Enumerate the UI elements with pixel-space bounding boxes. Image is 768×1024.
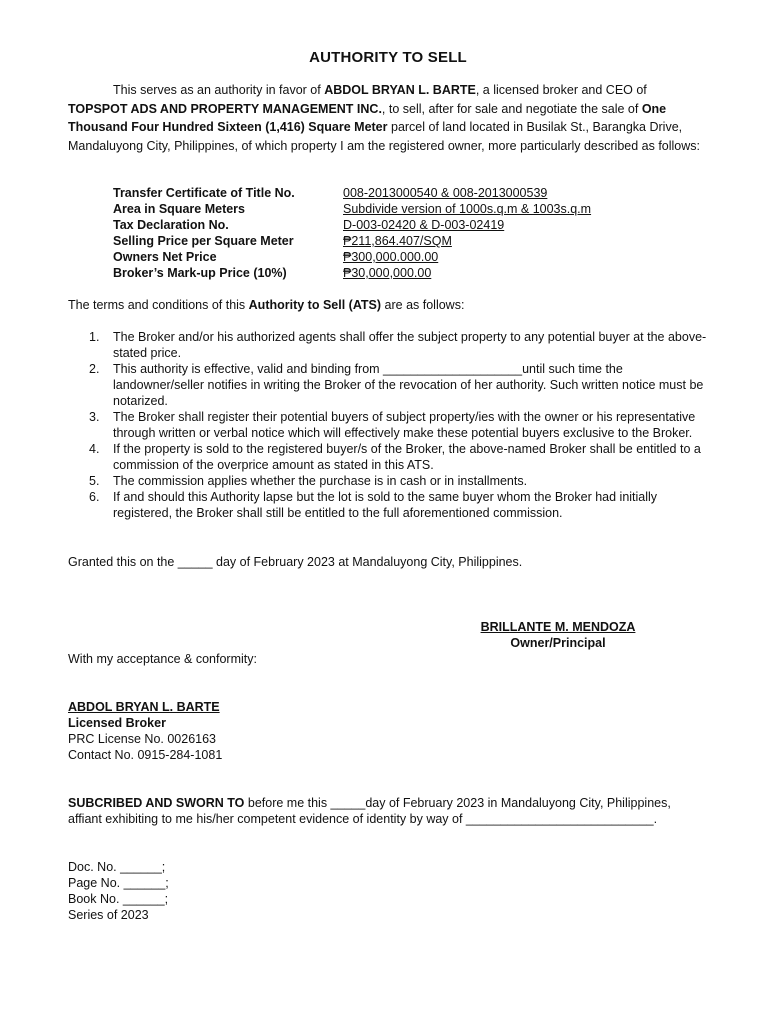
term-number: 1.	[89, 330, 100, 344]
terms-intro	[68, 297, 708, 313]
broker-prc-license: PRC License No. 0026163	[68, 732, 217, 746]
term-text: If and should this Authority lapse but the lot is sold to the same buyer whom the Broker had initially registered, the Broker shall still be entitled to the full aforementioned commission.	[113, 490, 658, 520]
owner-name: BRILLANTE M. MENDOZA	[480, 620, 636, 634]
sworn-statement	[68, 795, 708, 827]
intro-text-3: , to sell, after for sale and negotiate the sale of	[381, 101, 642, 116]
intro-text-4: parcel of land located in Busilak St., Barangka Drive, Mandaluyong City, Philippines, of which property I am the registered owner, more particularly described as follows:	[68, 120, 701, 153]
term-text: The Broker shall register their potential buyers of subject property/ies with the owner or his representative through written or verbal notice which will effectively make these potential buyers exclusive to the Broker.	[113, 410, 696, 440]
property-value: ₱300,000.000.00	[343, 250, 439, 264]
term-text: The Broker and/or his authorized agents shall offer the subject property to any potential buyer at the above-stated price.	[113, 330, 707, 360]
term-item	[68, 361, 708, 409]
broker-contact: Contact No. 0915-284-1081	[68, 748, 223, 762]
property-row	[113, 265, 708, 281]
property-label: Transfer Certificate of Title No.	[113, 186, 295, 200]
term-number: 3.	[89, 410, 100, 424]
intro-text-2: , a licensed broker and CEO of	[475, 83, 647, 97]
term-item	[68, 329, 708, 361]
property-label: Selling Price per Square Meter	[113, 234, 294, 248]
intro-text-1: This serves as an authority in favor of	[113, 83, 325, 97]
property-label: Area in Square Meters	[113, 202, 245, 216]
property-label: Owners Net Price	[113, 250, 217, 264]
sworn-bold: SUBCRIBED AND SWORN TO	[68, 796, 245, 810]
term-text: The commission applies whether the purchase is in cash or in installments.	[113, 474, 528, 488]
property-row	[113, 249, 708, 265]
granted-statement: Granted this on the _____ day of February 2023 at Mandaluyong City, Philippines.	[68, 555, 523, 569]
series-year: Series of 2023	[68, 908, 149, 922]
property-label: Broker’s Mark-up Price (10%)	[113, 266, 287, 280]
terms-list	[68, 329, 708, 521]
property-value: Subdivide version of 1000s.q.m & 1003s.q.m	[343, 202, 592, 216]
property-value: ₱30,000,000.00	[343, 266, 432, 280]
terms-intro-text-2: are as follows:	[381, 298, 465, 312]
term-item	[68, 489, 708, 521]
term-item	[68, 441, 708, 473]
term-item	[68, 409, 708, 441]
book-number: Book No. ______;	[68, 892, 169, 906]
terms-intro-text-1: The terms and conditions of this	[68, 298, 249, 312]
intro-area: One Thousand Four Hundred Sixteen (1,416) Square Meter	[68, 101, 667, 134]
term-number: 5.	[89, 474, 100, 488]
property-row	[113, 201, 708, 217]
property-details	[113, 185, 708, 281]
property-value: 008-2013000540 & 008-2013000539	[343, 186, 548, 200]
owner-role: Owner/Principal	[510, 636, 606, 650]
property-row	[113, 233, 708, 249]
term-text: This authority is effective, valid and binding from ____________________until such time the landowner/seller notifies in writing the Broker of the revocation of her authority. Such written notice must be notarized.	[113, 362, 704, 408]
intro-broker-name: ABDOL BRYAN L. BARTE	[324, 83, 476, 97]
term-item	[68, 473, 708, 489]
broker-signature-block	[68, 699, 222, 763]
doc-number: Doc. No. ______;	[68, 860, 166, 874]
term-number: 2.	[89, 362, 100, 376]
terms-intro-bold: Authority to Sell (ATS)	[248, 298, 382, 312]
broker-name: ABDOL BRYAN L. BARTE	[68, 700, 220, 714]
property-row	[113, 185, 708, 201]
term-number: 6.	[89, 490, 100, 504]
property-value: ₱211,864.407/SQM	[343, 234, 452, 248]
sworn-text: before me this _____day of February 2023 in Mandaluyong City, Philippines, affiant exhibiting to me his/her competent evidence of identity by way of ___________________________.	[68, 796, 671, 826]
owner-signature-block	[448, 619, 668, 651]
term-number: 4.	[89, 442, 100, 456]
document-title: AUTHORITY TO SELL	[309, 49, 467, 66]
broker-role: Licensed Broker	[68, 716, 166, 730]
property-label: Tax Declaration No.	[113, 218, 229, 232]
property-row	[113, 217, 708, 233]
intro-company: TOPSPOT ADS AND PROPERTY MANAGEMENT INC.	[68, 101, 382, 116]
acceptance-statement: With my acceptance & conformity:	[68, 652, 257, 666]
term-text: If the property is sold to the registered buyer/s of the Broker, the above-named Broker shall be entitled to a commission of the overprice amount as stated in this ATS.	[113, 442, 701, 472]
property-value: D-003-02420 & D-003-02419	[343, 218, 505, 232]
intro-paragraph	[68, 81, 708, 155]
page-number: Page No. ______;	[68, 876, 169, 890]
notarial-details	[68, 859, 169, 923]
